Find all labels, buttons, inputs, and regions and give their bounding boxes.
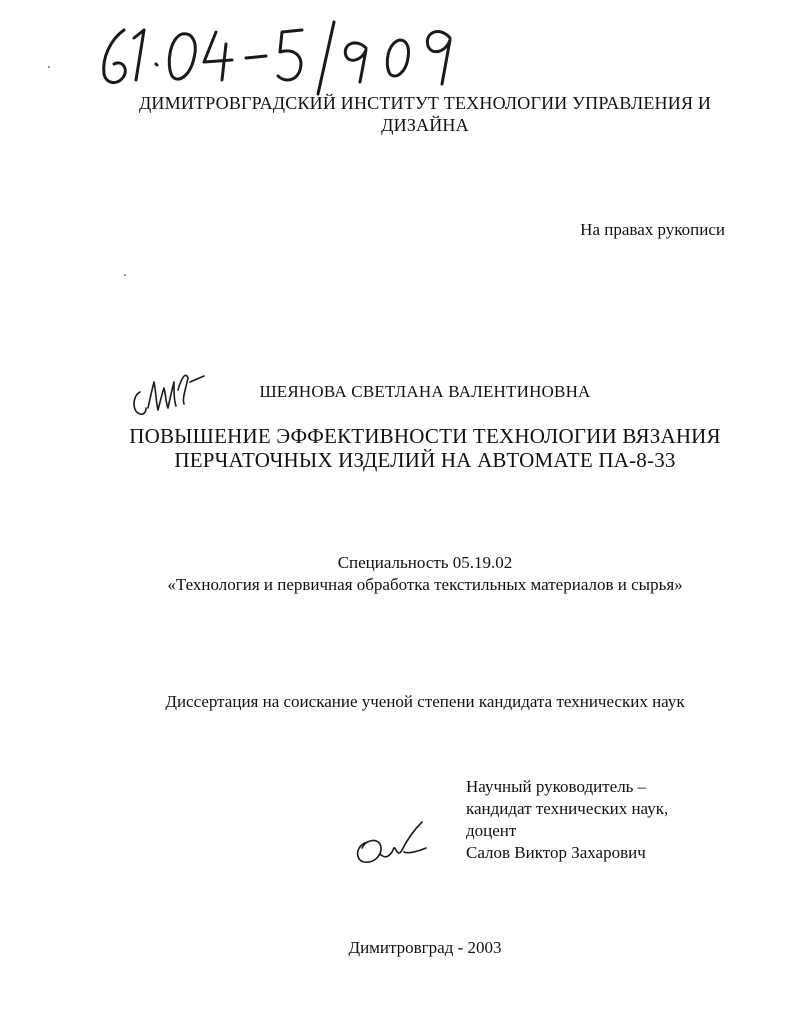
title-line-2: ПЕРЧАТОЧНЫХ ИЗДЕЛИЙ НА АВТОМАТЕ ПА-8-33 bbox=[174, 448, 676, 472]
supervisor-degree: кандидат технических наук, bbox=[466, 799, 669, 818]
supervisor-signature-icon bbox=[350, 818, 442, 874]
institute-line-2: ДИЗАЙНА bbox=[381, 115, 469, 135]
supervisor-name: Салов Виктор Захарович bbox=[466, 843, 646, 862]
scan-speck bbox=[124, 274, 126, 276]
handwritten-archive-number bbox=[90, 18, 470, 98]
institute-name bbox=[80, 92, 770, 136]
specialty-code: Специальность 05.19.02 bbox=[337, 553, 513, 572]
supervisor-role: Научный руководитель – bbox=[466, 777, 647, 796]
dissertation-title bbox=[100, 424, 750, 472]
scan-speck bbox=[48, 66, 50, 68]
institute-line-1: ДИМИТРОВГРАДСКИЙ ИНСТИТУТ ТЕХНОЛОГИИ УПРАВЛЕНИЯ И bbox=[138, 93, 712, 113]
supervisor-block bbox=[466, 776, 668, 864]
title-line-1: ПОВЫШЕНИЕ ЭФФЕКТИВНОСТИ ТЕХНОЛОГИИ ВЯЗАНИЯ bbox=[129, 424, 721, 448]
manuscript-rights-note: На правах рукописи bbox=[580, 220, 725, 239]
specialty-block bbox=[80, 552, 770, 596]
specialty-name: «Технология и первичная обработка текстильных материалов и сырья» bbox=[167, 575, 683, 594]
author-name: ШЕЯНОВА СВЕТЛАНА ВАЛЕНТИНОВНА bbox=[259, 382, 591, 401]
dissertation-statement: Диссертация на соискание ученой степени кандидата технических наук bbox=[165, 692, 685, 711]
supervisor-rank: доцент bbox=[466, 821, 517, 840]
handwritten-number-drawing bbox=[90, 18, 470, 98]
city-year: Димитровград - 2003 bbox=[348, 938, 502, 957]
